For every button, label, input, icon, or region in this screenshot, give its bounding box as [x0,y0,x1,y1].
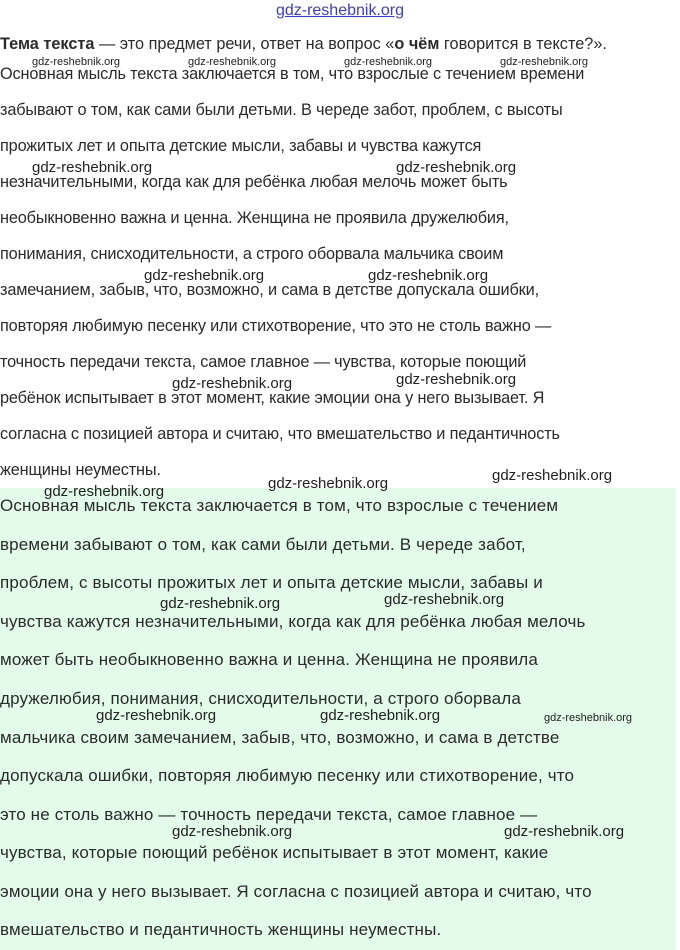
intro-line [0,34,607,54]
watermark: gdz-reshebnik.org [320,707,441,724]
watermark: gdz-reshebnik.org [268,475,389,492]
watermark: gdz-reshebnik.org [172,375,293,392]
text-line: прожитых лет и опыта детские мысли, забавы и чувства кажутся [0,137,482,155]
text-line: незначительными, когда как для ребёнка любая мелочь может быть [0,173,508,191]
text-line: дружелюбия, понимания, снисходительности, а строго оборвала [0,689,521,708]
watermark: gdz-reshebnik.org [32,159,153,176]
text-line: согласна с позицией автора и считаю, что вмешательство и педантичность [0,425,560,443]
watermark: gdz-reshebnik.org [188,56,277,68]
watermark: gdz-reshebnik.org [144,267,265,284]
watermark: gdz-reshebnik.org [160,595,281,612]
text-line: понимания, снисходительности, а строго оборвала мальчика своим [0,245,504,263]
watermark: gdz-reshebnik.org [44,483,165,500]
watermark: gdz-reshebnik.org [32,56,121,68]
text-line: Основная мысль текста заключается в том, что взрослые с течением времени [0,65,585,83]
watermark: gdz-reshebnik.org [504,823,625,840]
text-line: необыкновенно важна и ценна. Женщина не проявила дружелюбия, [0,209,509,227]
text-line: чувства, которые поющий ребёнок испытывает в этот момент, какие [0,843,549,862]
text-line: забывают о том, как сами были детьми. В череде забот, проблем, с высоты [0,101,563,119]
text-line: мальчика своим замечанием, забыв, что, возможно, и сама в детстве [0,728,560,747]
text-line: времени забывают о том, как сами были детьми. В череде забот, [0,535,526,554]
watermark: gdz-reshebnik.org [500,56,589,68]
text-line: точность передачи текста, самое главное — чувства, которые поющий [0,353,527,371]
topic-definition-suffix: говорится в тексте?». [439,35,607,53]
topic-definition-prefix: — это предмет речи, ответ на вопрос « [94,35,395,53]
watermark: gdz-reshebnik.org [544,712,633,724]
text-line: это не столь важно — точность передачи текста, самое главное — [0,805,538,824]
topic-term: Тема текста [0,35,95,53]
watermark: gdz-reshebnik.org [492,467,613,484]
topic-emphasis: о чём [394,35,440,53]
text-line: замечанием, забыв, что, возможно, и сама в детстве допускала ошибки, [0,281,539,299]
text-line: Основная мысль текста заключается в том, что взрослые с течением [0,496,559,515]
text-line: допускала ошибки, повторяя любимую песенку или стихотворение, что [0,766,575,785]
text-line: эмоции она у него вызывает. Я согласна с позицией автора и считаю, что [0,882,592,901]
text-line: повторяя любимую песенку или стихотворение, что это не столь важно — [0,317,552,335]
watermark: gdz-reshebnik.org [384,591,505,608]
watermark: gdz-reshebnik.org [172,823,293,840]
text-line: ребёнок испытывает в этот момент, какие эмоции она у него вызывает. Я [0,389,545,407]
watermark: gdz-reshebnik.org [396,159,517,176]
text-line: проблем, с высоты прожитых лет и опыта детские мысли, забавы и [0,573,543,592]
watermark: gdz-reshebnik.org [368,267,489,284]
watermark: gdz-reshebnik.org [96,707,217,724]
watermark: gdz-reshebnik.org [344,56,433,68]
site-header-link[interactable]: gdz-reshebnik.org [275,2,405,19]
text-line: женщины неуместны. [0,461,161,479]
text-line: вмешательство и педантичность женщины неуместны. [0,920,442,939]
text-line: может быть необыкновенно важна и ценна. Женщина не проявила [0,650,538,669]
text-line: чувства кажутся незначительными, когда как для ребёнка любая мелочь [0,612,586,631]
watermark: gdz-reshebnik.org [396,371,517,388]
